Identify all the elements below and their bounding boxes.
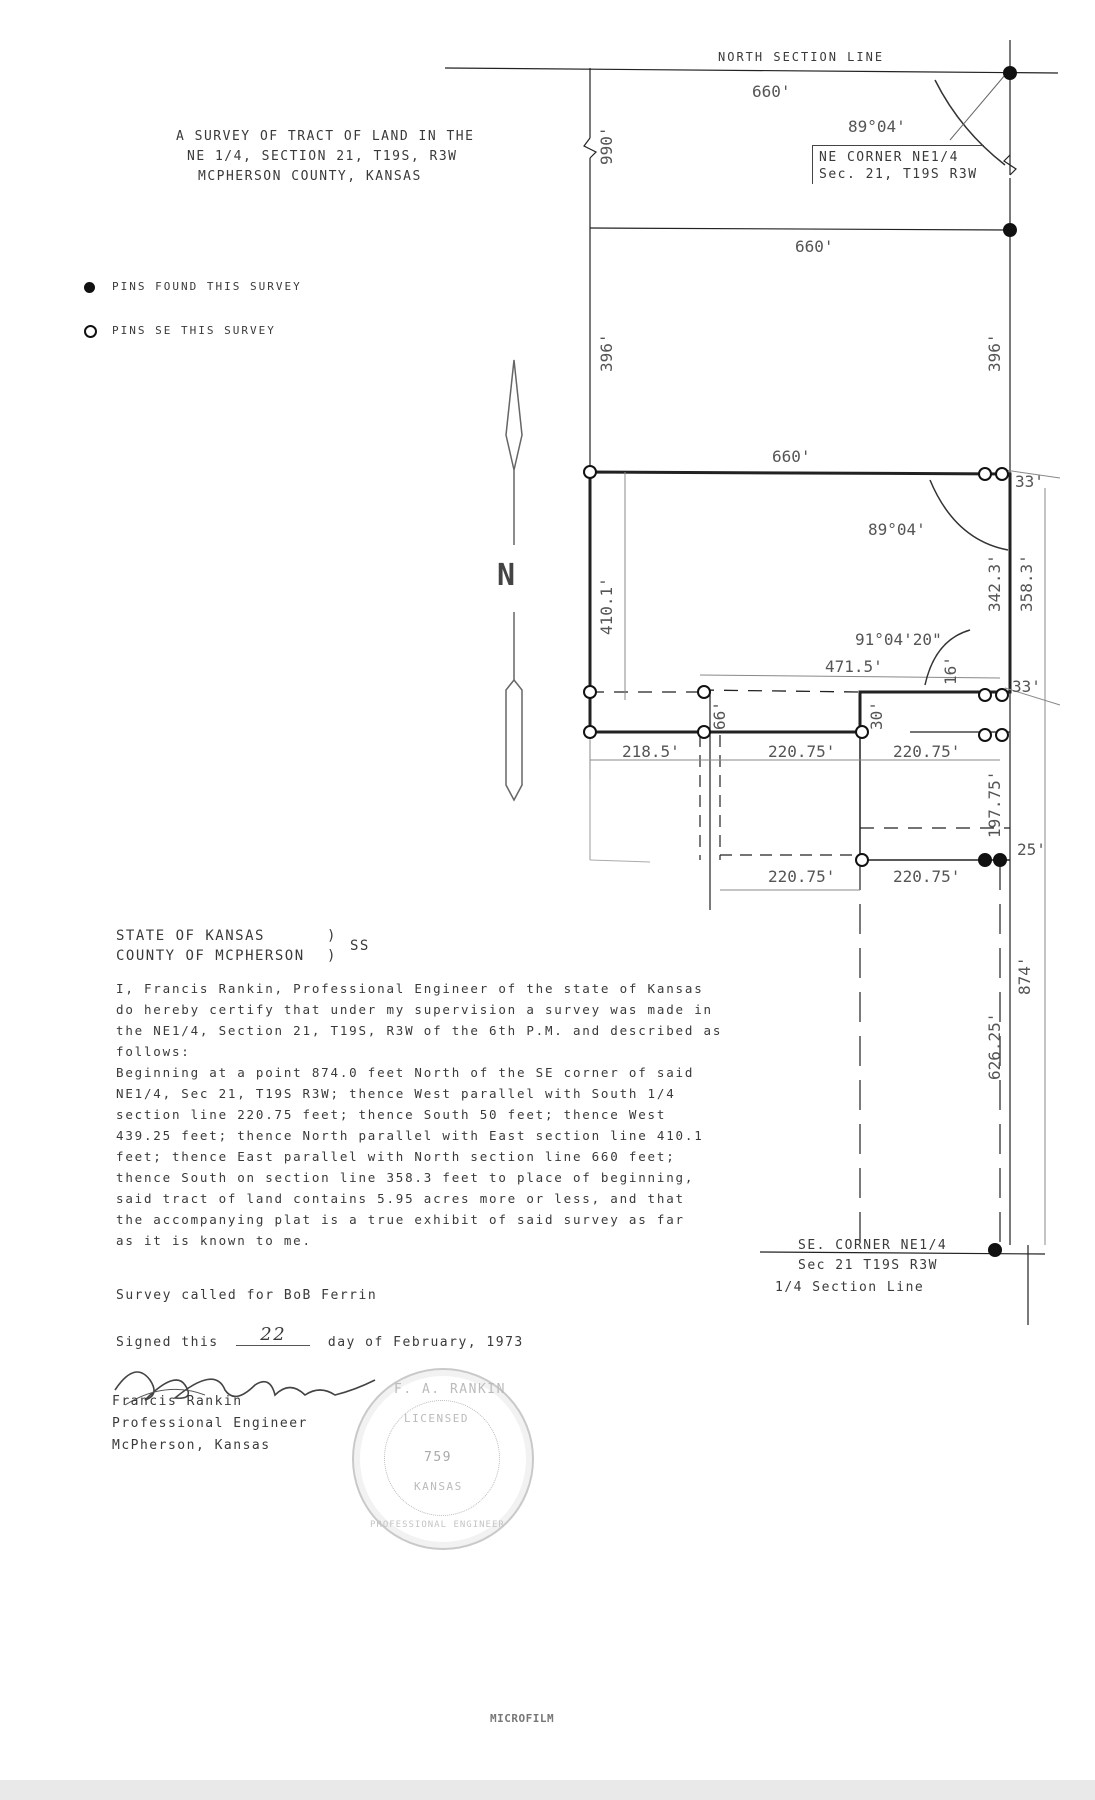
dim-660-top: 660' [752, 82, 791, 101]
dim-342: 342.3' [985, 554, 1004, 612]
microfilm-stamp: MICROFILM [490, 1712, 555, 1725]
professional-seal [352, 1368, 534, 1550]
dim-220d: 220.75' [893, 867, 961, 886]
cert-line: section line 220.75 feet; thence South 50 feet; thence West [116, 1107, 667, 1122]
cert-line: feet; thence East parallel with North section line 660 feet; [116, 1149, 676, 1164]
cert-line: the accompanying plat is a true exhibit of said survey as far [116, 1212, 685, 1227]
dim-218: 218.5' [622, 742, 680, 761]
state-paren: ) [327, 928, 337, 944]
seal-licensed: LICENSED [404, 1412, 469, 1425]
county-paren: ) [327, 948, 337, 964]
dim-220a: 220.75' [768, 742, 836, 761]
ne-corner-line2: Sec. 21, T19S R3W [819, 167, 978, 182]
dim-220c: 220.75' [768, 867, 836, 886]
certificate-body [116, 978, 816, 1251]
cert-line: thence South on section line 358.3 feet to place of beginning, [116, 1170, 695, 1185]
scan-edge [0, 1780, 1095, 1800]
dim-33-top: 33' [1015, 472, 1044, 491]
ne-corner-line1: NE CORNER NE1/4 [819, 150, 959, 165]
dim-990: 990' [597, 126, 616, 165]
survey-title-line2: NE 1/4, SECTION 21, T19S, R3W [187, 149, 458, 164]
county-label: COUNTY OF MCPHERSON [116, 948, 305, 964]
survey-title-line3: MCPHERSON COUNTY, KANSAS [198, 169, 422, 184]
cert-line: do hereby certify that under my supervision a survey was made in [116, 1002, 713, 1017]
cert-line: NE1/4, Sec 21, T19S R3W; thence West parallel with South 1/4 [116, 1086, 676, 1101]
survey-called-for: Survey called for BoB Ferrin [116, 1288, 378, 1303]
dim-220b: 220.75' [893, 742, 961, 761]
signed-post: day of February, 1973 [327, 1335, 524, 1350]
seal-state: KANSAS [414, 1480, 463, 1493]
dim-396-left: 396' [597, 333, 616, 372]
dim-30: 30' [867, 701, 886, 730]
se-corner-line1: SE. CORNER NE1/4 [798, 1238, 948, 1253]
seal-profession: PROFESSIONAL ENGINEER [370, 1520, 505, 1530]
cert-line: as it is known to me. [116, 1233, 312, 1248]
signed-line [116, 1324, 524, 1352]
engineer-city: McPherson, Kansas [112, 1438, 271, 1453]
cert-line: I, Francis Rankin, Professional Engineer of the state of Kansas [116, 981, 704, 996]
dim-660-tract: 660' [772, 447, 811, 466]
dim-25: 25' [1017, 840, 1046, 859]
cert-line: the NE1/4, Section 21, T19S, R3W of the 6th P.M. and described as [116, 1023, 723, 1038]
north-section-line-label: NORTH SECTION LINE [718, 50, 885, 64]
dim-626: 626.25' [985, 1012, 1004, 1080]
dim-33-low: 33' [1012, 677, 1041, 696]
state-label: STATE OF KANSAS [116, 928, 265, 944]
engineer-name: Francis Rankin [112, 1394, 243, 1409]
cert-line: follows: [116, 1044, 191, 1059]
cert-line: Beginning at a point 874.0 feet North of the SE corner of said [116, 1065, 695, 1080]
dim-471: 471.5' [825, 657, 883, 676]
legend-found-label: PINS FOUND THIS SURVEY [112, 280, 302, 293]
signed-day: 22 [236, 1324, 310, 1346]
se-corner-line2: Sec 21 T19S R3W [798, 1258, 938, 1273]
signature-image [105, 1350, 385, 1420]
engineer-role: Professional Engineer [112, 1416, 308, 1431]
ss-label: SS [350, 938, 370, 954]
angle-top: 89°04' [848, 117, 906, 136]
dim-410: 410.1' [597, 577, 616, 635]
dim-874: 874' [1015, 956, 1034, 995]
north-letter: N [497, 558, 516, 593]
angle-low: 91°04'20" [855, 630, 942, 649]
cert-line: said tract of land contains 5.95 acres more or less, and that [116, 1191, 685, 1206]
legend-set-label: PINS SE THIS SURVEY [112, 324, 276, 337]
dim-66: 66' [710, 701, 729, 730]
angle-mid: 89°04' [868, 520, 926, 539]
dim-358: 358.3' [1017, 554, 1036, 612]
dim-16: 16' [941, 656, 960, 685]
survey-title-line1: A SURVEY OF TRACT OF LAND IN THE [176, 129, 475, 144]
cert-line: 439.25 feet; thence North parallel with East section line 410.1 [116, 1128, 704, 1143]
ne-corner-label [812, 145, 984, 184]
dim-660-mid: 660' [795, 237, 834, 256]
signed-pre: Signed this [116, 1335, 219, 1350]
seal-name: F. A. RANKIN [394, 1382, 506, 1397]
quarter-section-line-label: 1/4 Section Line [775, 1280, 925, 1295]
dim-396-right: 396' [985, 333, 1004, 372]
dim-197: 197.75' [985, 770, 1004, 838]
seal-number: 759 [424, 1450, 452, 1465]
